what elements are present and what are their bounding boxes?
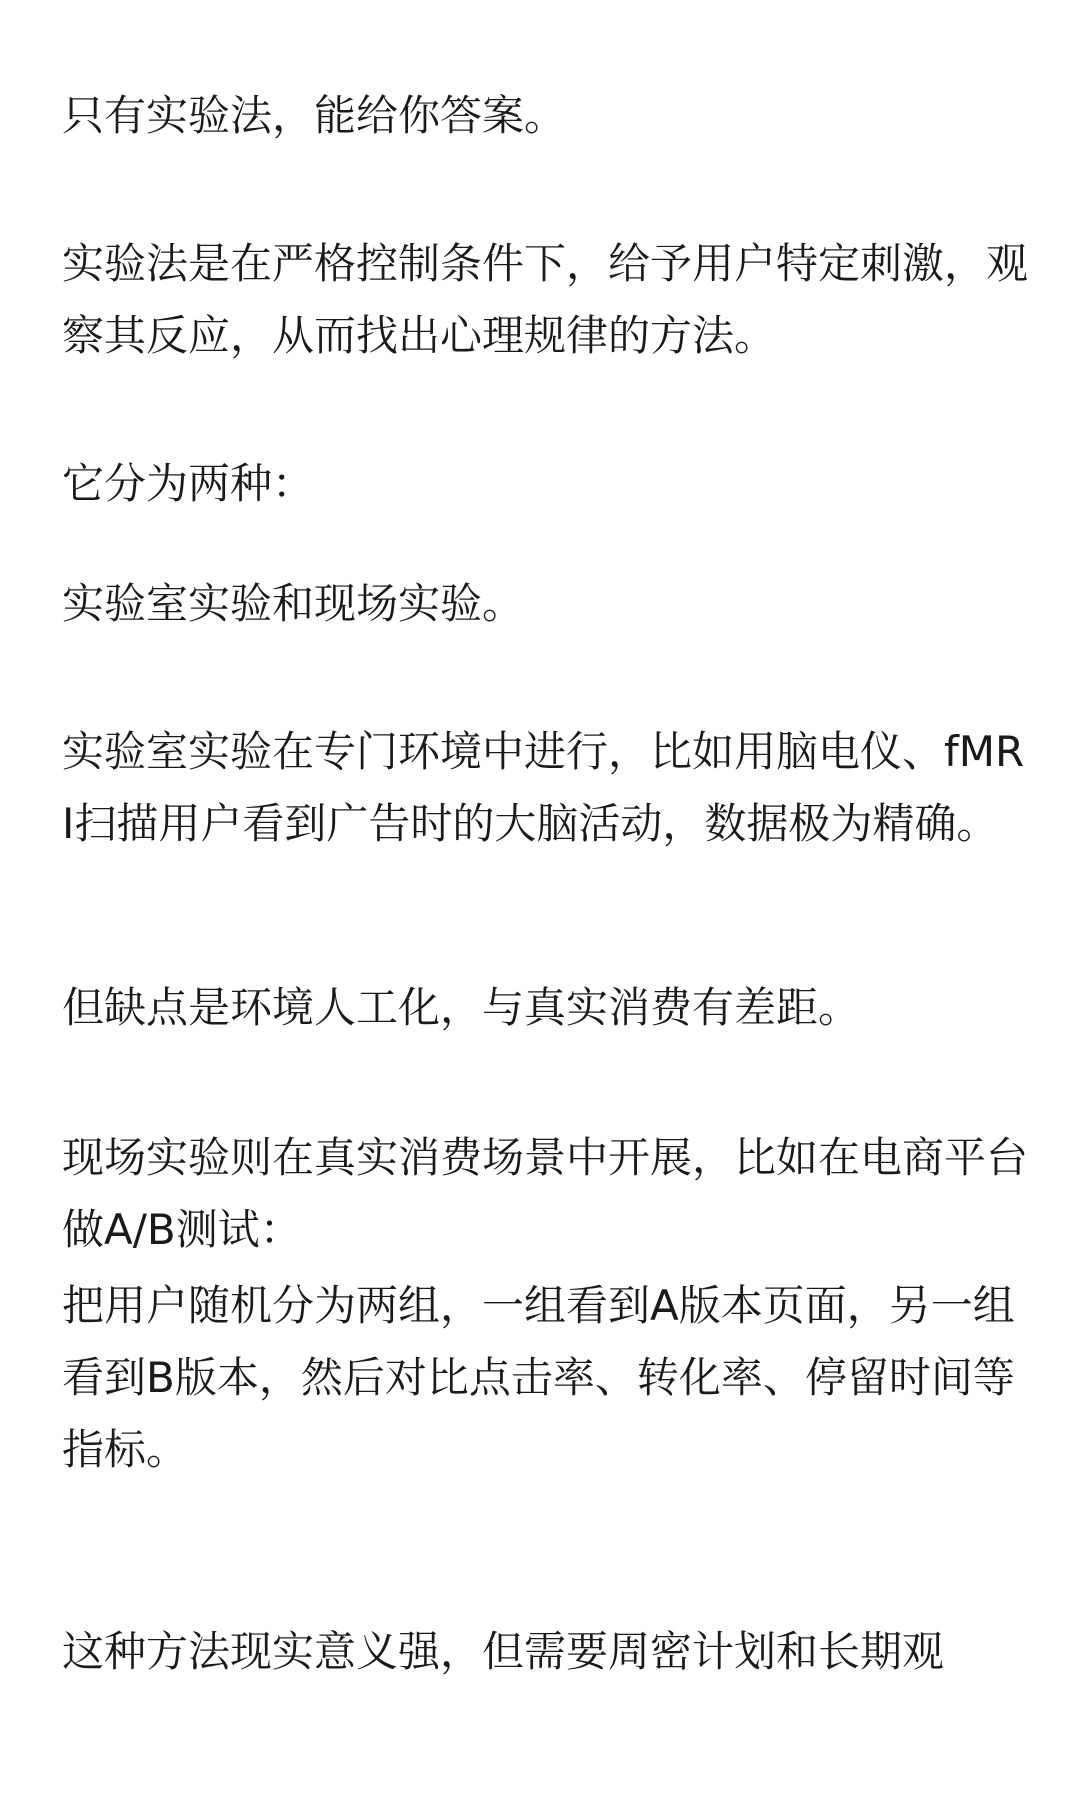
paragraph-intro: 只有实验法，能给你答案。: [62, 91, 567, 140]
paragraph-lab-experiment: 实验室实验在专门环境中进行，比如用脑电仪、fMRI扫描用户看到广告时的大脑活动，数据极为精确。: [62, 727, 1025, 848]
paragraph-types: 实验室实验和现场实验。: [62, 579, 525, 628]
paragraph-field-summary: 这种方法现实意义强，但需要周密计划和长期观: [62, 1627, 945, 1676]
paragraph-types-heading: 它分为两种：: [62, 459, 315, 508]
paragraph-lab-drawback: 但缺点是环境人工化，与真实消费有差距。: [62, 983, 861, 1032]
paragraph-ab-test: 把用户随机分为两组，一组看到A版本页面，另一组看到B版本，然后对比点击率、转化率、停留时间等指标。: [62, 1281, 1015, 1474]
paragraph-definition: 实验法是在严格控制条件下，给予用户特定刺激，观察其反应，从而找出心理规律的方法。: [62, 239, 1029, 360]
paragraph-field-experiment: 现场实验则在真实消费场景中开展，比如在电商平台做A/B测试：: [62, 1133, 1029, 1254]
